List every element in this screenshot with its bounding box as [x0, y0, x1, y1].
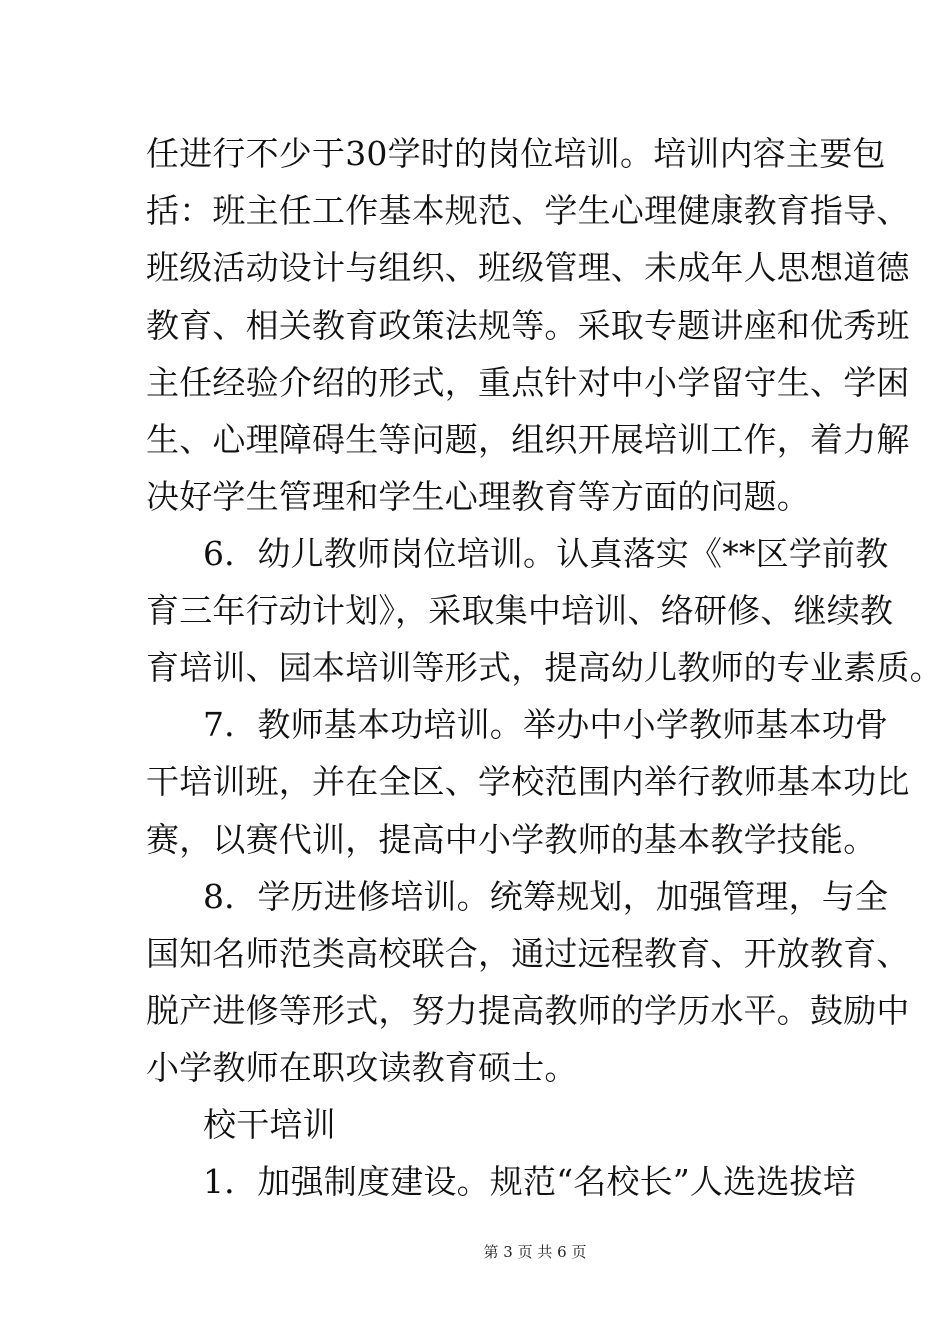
text-line: 括：班主任工作基本规范、学生心理健康教育指导、 [146, 191, 910, 230]
paragraph-start-line: 1．加强制度建设。规范“名校长”人选选拔培 [203, 1162, 856, 1201]
paragraph-start-line: 7．教师基本功培训。举办中小学教师基本功骨 [203, 705, 889, 744]
paragraph-start-line: 8．学历进修培训。统筹规划，加强管理，与全 [203, 877, 889, 916]
text-line: 赛，以赛代训，提高中小学教师的基本教学技能。 [146, 820, 877, 859]
text-line: 教育、相关教育政策法规等。采取专题讲座和优秀班 [146, 306, 910, 345]
text-line: 班级活动设计与组织、班级管理、未成年人思想道德 [146, 248, 910, 287]
page-number: 第 3 页 共 6 页 [483, 1243, 587, 1261]
text-line: 干培训班，并在全区、学校范围内举行教师基本功比 [146, 762, 910, 801]
text-line: 小学教师在职攻读教育硕士。 [146, 1048, 578, 1087]
text-line: 育培训、园本培训等形式，提高幼儿教师的专业素质。 [146, 648, 943, 687]
text-line: 育三年行动计划》，采取集中培训、络研修、继续教 [146, 591, 894, 630]
text-line: 生、心理障碍生等问题，组织开展培训工作，着力解 [146, 420, 910, 459]
text-line: 主任经验介绍的形式，重点针对中小学留守生、学困 [146, 363, 910, 402]
section-heading: 校干培训 [203, 1105, 336, 1144]
text-line: 决好学生管理和学生心理教育等方面的问题。 [146, 477, 810, 516]
paragraph-start-line: 6．幼儿教师岗位培训。认真落实《**区学前教 [203, 534, 889, 573]
text-line: 脱产进修等形式，努力提高教师的学历水平。鼓励中 [146, 991, 910, 1030]
text-line: 任进行不少于30学时的岗位培训。培训内容主要包 [146, 134, 886, 173]
text-line: 国知名师范类高校联合，通过远程教育、开放教育、 [146, 934, 910, 973]
